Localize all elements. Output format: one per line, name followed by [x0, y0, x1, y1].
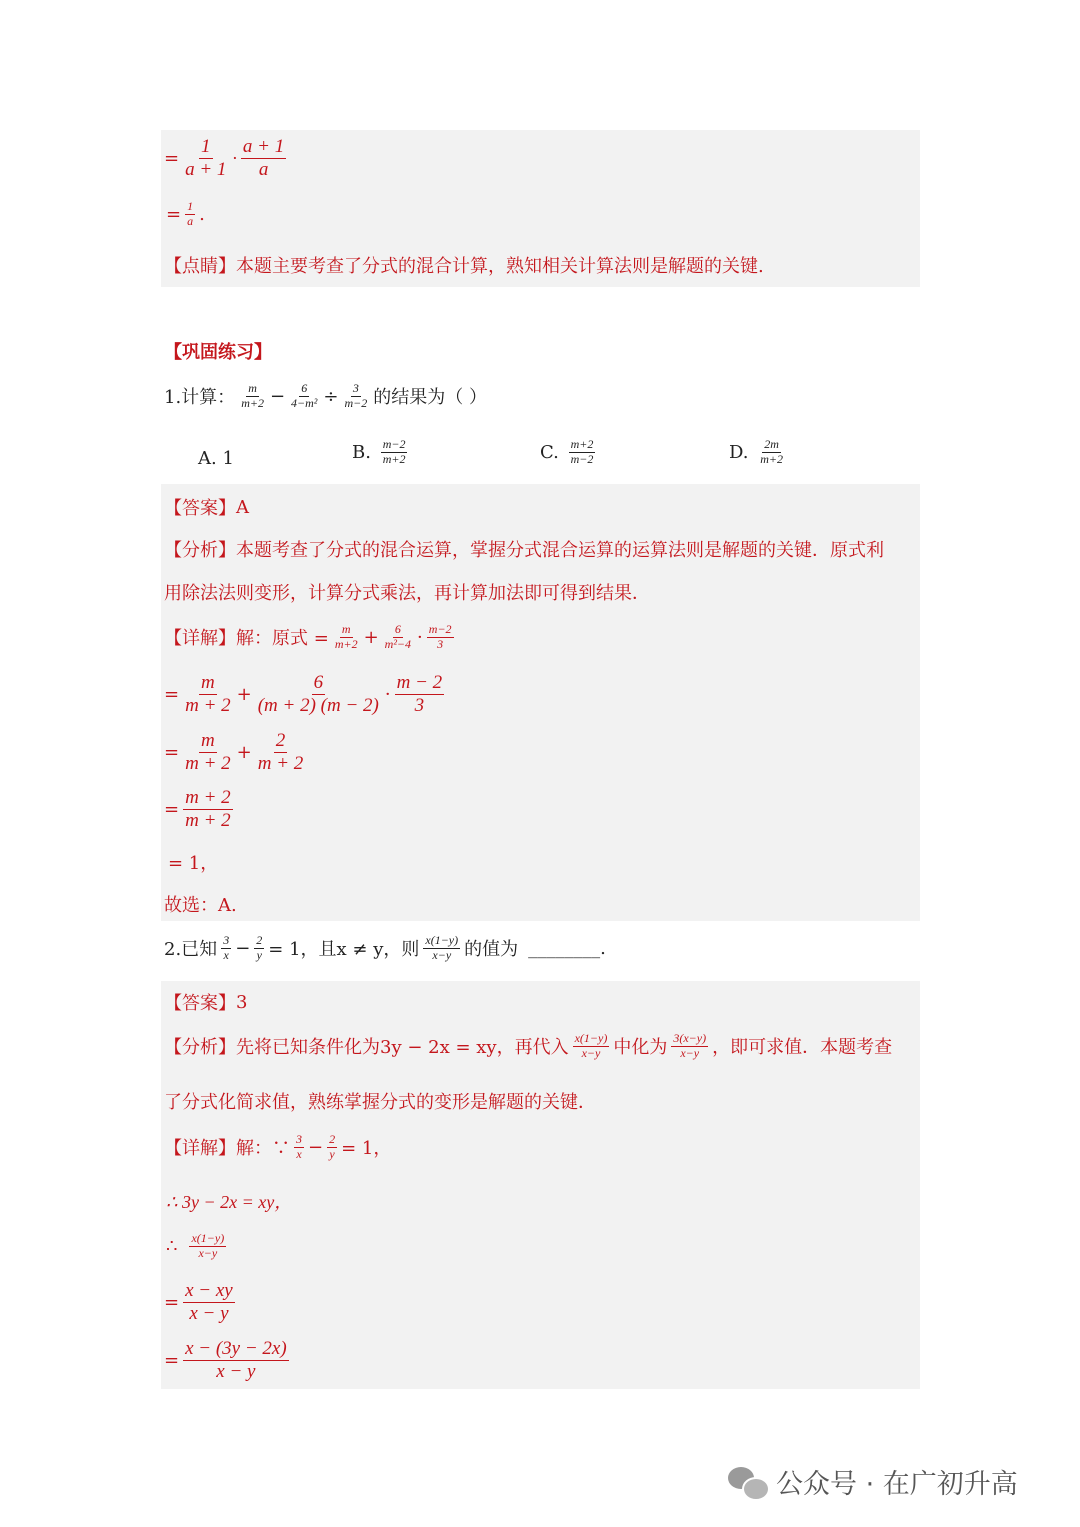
- dot-operator: ·: [232, 147, 237, 168]
- detail-tag: 【详解】: [164, 628, 236, 650]
- plus-sign: +: [236, 741, 252, 763]
- q1-step-3: [164, 787, 237, 832]
- denominator: m + 2: [185, 694, 231, 716]
- numerator: 6: [394, 622, 401, 636]
- numerator: m: [341, 622, 351, 636]
- dot-operator: ·: [384, 683, 391, 705]
- fraction: [183, 1338, 289, 1383]
- denominator: m + 2: [257, 752, 304, 774]
- minus-sign: −: [269, 385, 286, 407]
- fraction: [423, 934, 460, 963]
- fraction: [185, 200, 195, 229]
- watermark-text: 公众号 · 在广初升高: [776, 1469, 1018, 1500]
- denominator: 3: [437, 636, 444, 651]
- q1-analysis-line-1: [164, 536, 884, 562]
- period: .: [199, 203, 205, 225]
- q2-detail: [164, 1133, 391, 1162]
- prev-step-1: [164, 136, 290, 181]
- analysis-tag: 【分析】: [164, 540, 236, 561]
- q2-stem: [164, 934, 606, 963]
- q1-analysis-line-2: 用除法法则变形，计算分式乘法，再计算加法即可得到结果．: [164, 583, 650, 604]
- q1-choice: 故选：A.: [164, 895, 237, 916]
- fraction: [256, 672, 381, 717]
- fraction: [254, 934, 264, 963]
- analysis-tag: 【分析】: [164, 1037, 236, 1059]
- denominator: m+2: [241, 395, 264, 410]
- denominator: a + 1: [185, 158, 227, 180]
- detail-tag: 【详解】: [164, 1138, 236, 1160]
- analysis-text: 本题考查了分式的混合运算，掌握分式混合运算的运算法则是解题的关键．原式利: [236, 540, 884, 561]
- fraction: [221, 934, 231, 963]
- q2-analysis-line-1: [164, 1032, 892, 1061]
- option-label: A.: [198, 448, 217, 469]
- fraction: [241, 136, 286, 181]
- numerator: x(1−y): [574, 1031, 608, 1045]
- numerator: m−2: [382, 437, 406, 451]
- prev-note: [164, 252, 764, 278]
- denominator: m + 2: [185, 809, 231, 831]
- note-text: 本题主要考查了分式的混合计算，熟知相关计算法则是解题的关键.: [236, 256, 764, 277]
- numerator: m: [201, 730, 215, 751]
- answer-blank: ________.: [528, 937, 606, 959]
- plus-sign: +: [236, 683, 252, 705]
- numerator: 1: [201, 136, 211, 157]
- numerator: 6: [301, 381, 308, 395]
- equals-sign: =: [164, 798, 180, 820]
- denominator: x−y: [680, 1045, 700, 1060]
- divide-sign: ÷: [323, 385, 339, 407]
- denominator: m²−4: [384, 636, 412, 651]
- denominator: x − y: [216, 1360, 256, 1382]
- denominator: m−2: [570, 451, 594, 466]
- numerator: 3(x−y): [673, 1031, 707, 1045]
- equals-sign: =: [164, 683, 180, 705]
- denominator: x−y: [198, 1245, 218, 1260]
- fraction: [183, 787, 233, 832]
- denominator: x − y: [189, 1302, 229, 1324]
- equals-sign: =: [166, 203, 182, 225]
- denominator: x: [296, 1146, 302, 1161]
- equals-sign: =: [164, 741, 180, 763]
- denominator: 4−m²: [291, 395, 318, 410]
- denominator: m+2: [382, 451, 406, 466]
- fraction: [671, 1032, 708, 1061]
- fraction: [395, 672, 445, 717]
- minus-sign: −: [235, 937, 251, 959]
- prev-step-2: [166, 200, 205, 229]
- numerator: m: [201, 672, 215, 693]
- q1-option-b: [352, 438, 411, 467]
- wechat-watermark: [728, 1462, 1018, 1501]
- fraction: [189, 1232, 226, 1261]
- equals-sign: =: [164, 1291, 180, 1313]
- q2-step-4: [164, 1338, 293, 1383]
- q1-prefix: 1.计算：: [164, 387, 236, 409]
- numerator: m: [248, 381, 257, 395]
- fraction: [327, 1133, 337, 1162]
- numerator: 2: [329, 1132, 336, 1146]
- numerator: 2: [275, 730, 286, 751]
- answer-value: 3: [236, 991, 248, 1013]
- denominator: a: [187, 213, 194, 228]
- fraction: [381, 438, 408, 467]
- numerator: m+2: [570, 437, 594, 451]
- q1-step-4: = 1，: [168, 853, 219, 874]
- numerator: 3: [223, 933, 230, 947]
- numerator: 2m: [764, 437, 779, 451]
- note-tag: 【点睛】: [164, 256, 236, 277]
- section-title: 【巩固练习】: [164, 342, 272, 363]
- q1-step-2: [164, 730, 309, 775]
- denominator: x: [223, 947, 229, 962]
- fraction: [183, 730, 233, 775]
- q2-step-2: [166, 1232, 230, 1261]
- detail-lead: 解：∵: [236, 1138, 290, 1160]
- q1-option-a: [198, 448, 234, 469]
- denominator: x−y: [581, 1045, 601, 1060]
- fraction: [239, 382, 266, 411]
- numerator: x − xy: [185, 1280, 233, 1301]
- fraction: [183, 1280, 235, 1325]
- fraction: [183, 136, 228, 181]
- denominator: 3: [414, 694, 425, 716]
- numerator: 3: [352, 381, 359, 395]
- fraction: [383, 623, 413, 652]
- fraction: [569, 438, 596, 467]
- equation-rhs: = 1，: [341, 1138, 392, 1160]
- denominator: y: [329, 1146, 335, 1161]
- numerator: a + 1: [242, 136, 285, 157]
- option-label: C.: [540, 441, 559, 463]
- condition-text: = 1，且x ≠ y，则: [268, 939, 420, 961]
- fraction: [183, 672, 233, 717]
- fraction: [758, 438, 785, 467]
- q2-step-1: ∴ 3y − 2x = xy，: [166, 1192, 293, 1212]
- q2-step-3: [164, 1280, 239, 1325]
- q1-option-d: [729, 438, 789, 467]
- denominator: x−y: [432, 947, 452, 962]
- fraction: [343, 382, 370, 411]
- denominator: a: [258, 158, 269, 180]
- fraction: [294, 1133, 304, 1162]
- numerator: 6: [313, 672, 324, 693]
- numerator: 1: [187, 199, 194, 213]
- fraction: [256, 730, 306, 775]
- numerator: x(1−y): [191, 1231, 225, 1245]
- answer-tag: 【答案】: [164, 498, 236, 519]
- denominator: m−2: [344, 395, 368, 410]
- option-value: 1: [222, 448, 234, 469]
- q1-option-c: [540, 438, 599, 467]
- q1-stem: [164, 382, 487, 411]
- denominator: y: [256, 947, 262, 962]
- option-label: B.: [352, 441, 371, 463]
- fraction: [333, 623, 360, 652]
- numerator: m + 2: [185, 787, 231, 808]
- numerator: x(1−y): [425, 933, 459, 947]
- numerator: m − 2: [396, 672, 443, 693]
- q2-prefix: 2.已知: [164, 939, 218, 961]
- dot-operator: ·: [417, 626, 423, 648]
- denominator: (m + 2) (m − 2): [257, 694, 379, 716]
- denominator: m + 2: [185, 752, 231, 774]
- analysis-text: ，即可求值．本题考查: [712, 1037, 893, 1059]
- q1-detail: [164, 623, 458, 652]
- q2-analysis-line-2: 了分式化简求值，熟练掌握分式的变形是解题的关键．: [164, 1092, 596, 1113]
- option-label: D.: [729, 441, 749, 463]
- analysis-text: 先将已知条件化为3y − 2x = xy，再代入: [236, 1037, 569, 1059]
- detail-lead: 解：原式 =: [236, 628, 329, 650]
- wechat-icon: [728, 1465, 768, 1499]
- q2-answer: [164, 989, 247, 1015]
- analysis-text: 中化为: [613, 1037, 668, 1059]
- plus-sign: +: [363, 626, 379, 648]
- numerator: 2: [256, 933, 263, 947]
- q1-answer: [164, 494, 249, 520]
- numerator: x − (3y − 2x): [185, 1338, 287, 1359]
- numerator: m−2: [428, 622, 452, 636]
- fraction: [289, 382, 319, 411]
- therefore-sign: ∴: [166, 1235, 178, 1257]
- answer-tag: 【答案】: [164, 993, 236, 1014]
- fraction: [573, 1032, 610, 1061]
- denominator: m+2: [334, 636, 358, 651]
- q2-suffix: 的值为: [464, 939, 519, 961]
- equals-sign: =: [164, 1349, 180, 1371]
- answer-value: A: [236, 496, 249, 518]
- equals-sign: =: [164, 147, 180, 169]
- fraction: [427, 623, 454, 652]
- minus-sign: −: [308, 1136, 324, 1158]
- q1-step-1: [164, 672, 448, 717]
- numerator: 3: [296, 1132, 302, 1146]
- denominator: m+2: [760, 451, 784, 466]
- q1-suffix: 的结果为（ ）: [373, 387, 488, 409]
